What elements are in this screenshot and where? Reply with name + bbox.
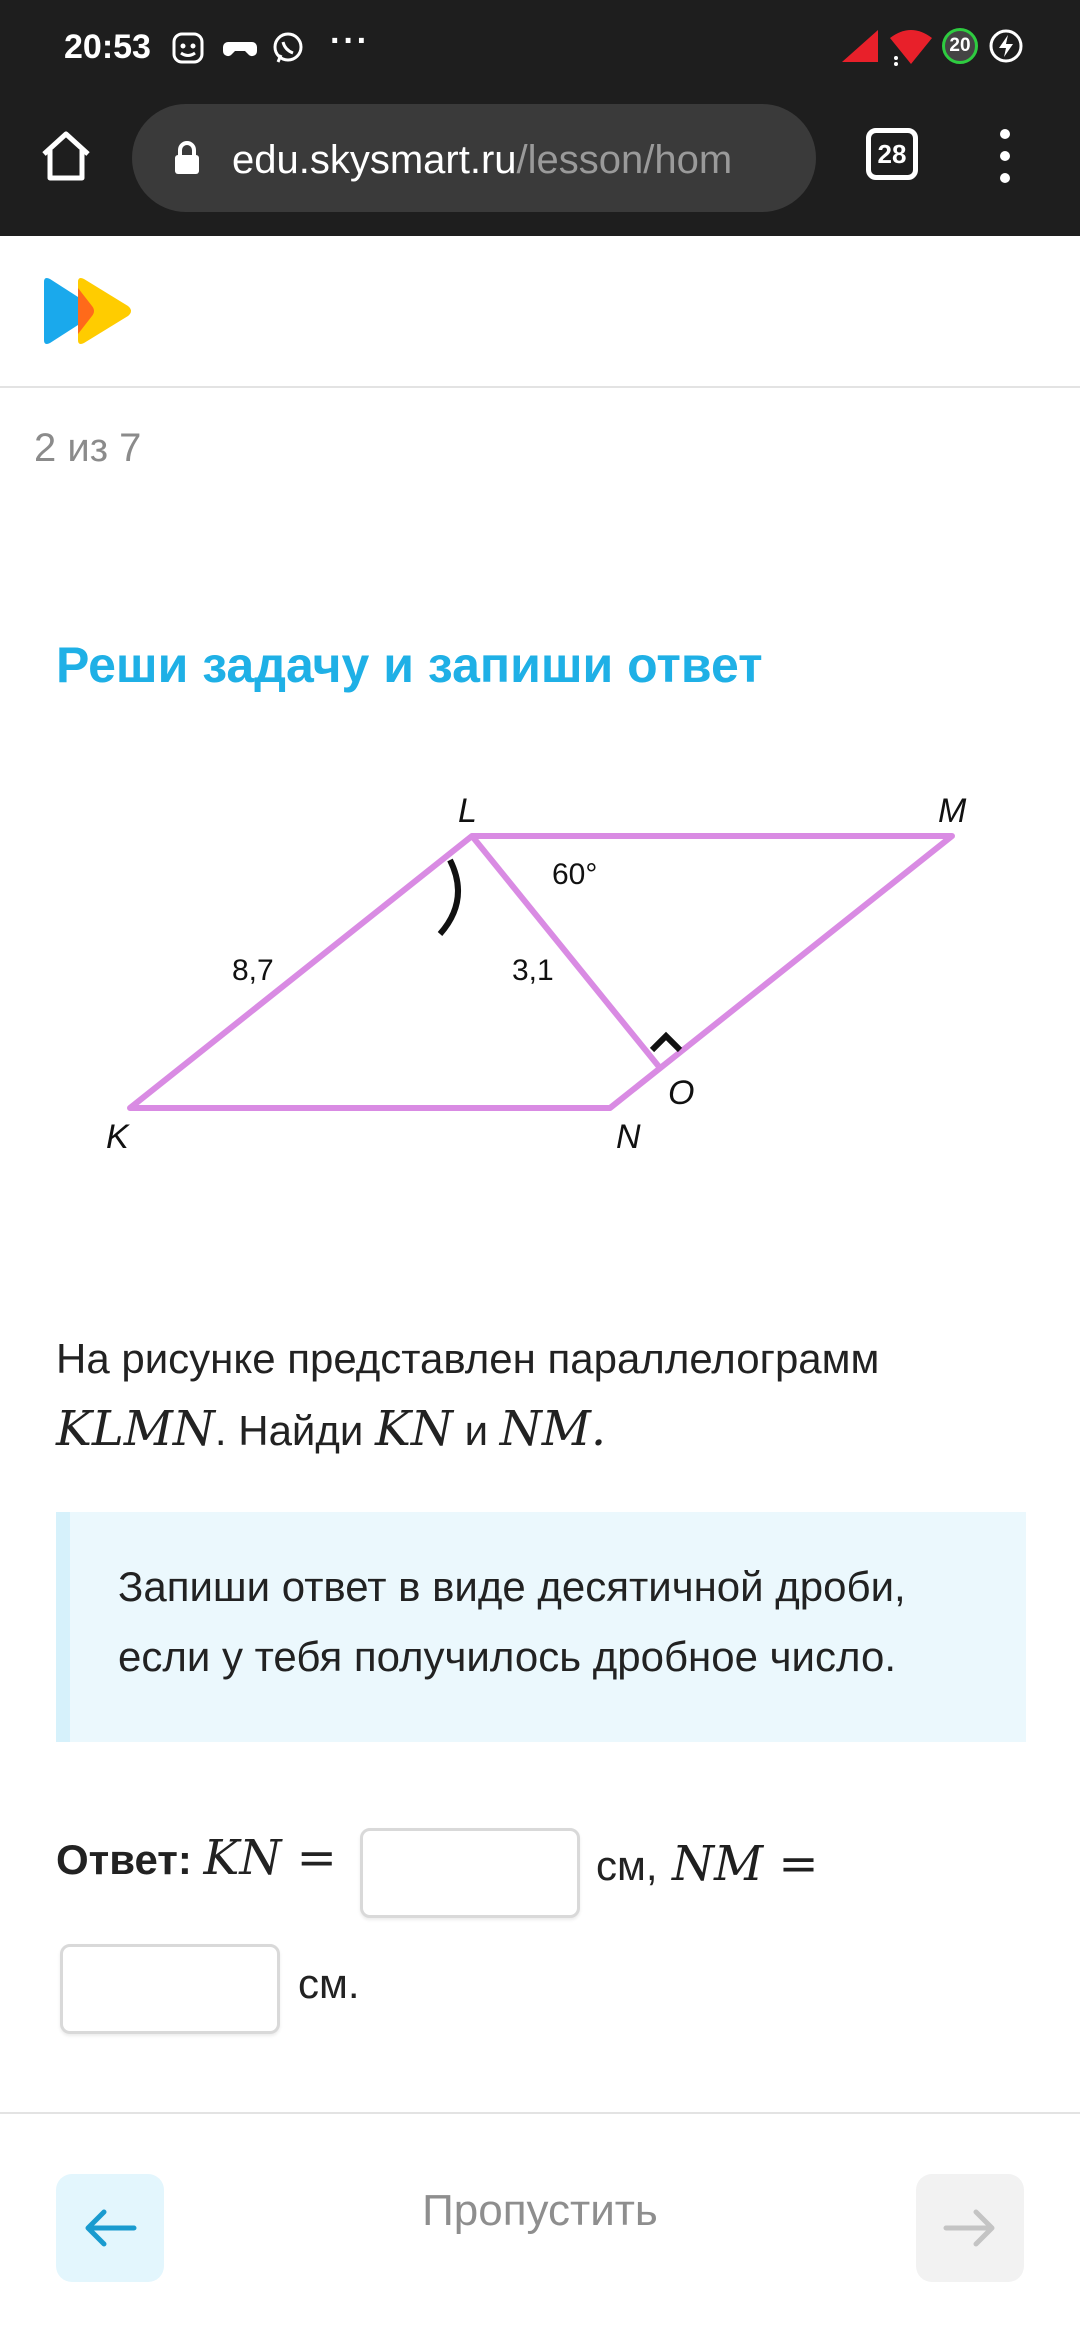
question-find: Найди — [238, 1407, 364, 1454]
vertex-label-l: L — [458, 792, 477, 830]
next-button[interactable] — [916, 2174, 1024, 2282]
question-intro: На рисунке представлен параллелограмм — [56, 1335, 880, 1382]
more-notifications-icon: ··· — [330, 22, 370, 60]
lock-icon — [172, 140, 202, 176]
bottom-navigation — [0, 2112, 1080, 2340]
home-icon[interactable] — [36, 126, 96, 186]
vertex-label-n: N — [616, 1118, 641, 1156]
battery-icon: 20 — [942, 28, 978, 64]
hint-text: Запиши ответ в виде десятичной дроби, если у тебя получилось дробное число. — [118, 1563, 906, 1680]
angle-label: 60° — [552, 858, 598, 891]
skysmart-logo[interactable] — [40, 276, 136, 346]
answer-nm-expr: NM = — [672, 1836, 819, 1892]
answer-row — [56, 1830, 337, 1886]
notification-app-icon — [170, 30, 206, 66]
address-bar[interactable] — [132, 104, 816, 212]
question-text: На рисунке представлен параллелограмм KLMN. Найди KN и NM. — [56, 1335, 880, 1457]
arrow-right-icon — [916, 2174, 1024, 2282]
vertex-label-o: O — [668, 1074, 695, 1112]
status-time: 20:53 — [64, 28, 151, 66]
side-kl-label: 8,7 — [232, 954, 274, 987]
whatsapp-icon — [270, 30, 306, 66]
url-path: /lesson/hom — [516, 138, 733, 182]
parallelogram-figure — [80, 770, 1020, 1190]
skip-button[interactable]: Пропустить — [422, 2186, 658, 2235]
math-kn: KN — [375, 1401, 453, 1457]
math-nm: NM — [499, 1401, 591, 1457]
back-button[interactable] — [56, 2174, 164, 2282]
unit-cm-2: см. — [298, 1960, 360, 2007]
url-host: edu.skysmart.ru — [232, 138, 517, 182]
game-controller-icon — [222, 30, 258, 66]
math-klmn: KLMN — [56, 1401, 215, 1457]
site-header — [0, 236, 1080, 388]
task-counter: 2 из 7 — [34, 426, 142, 470]
vertex-label-k: K — [106, 1118, 129, 1156]
question-and: и — [464, 1407, 489, 1454]
signal-icon — [840, 28, 880, 64]
task-title: Реши задачу и запиши ответ — [56, 637, 763, 693]
nm-answer-input[interactable] — [60, 1944, 280, 2034]
vertex-label-m: M — [938, 792, 967, 830]
tab-switcher-button[interactable]: 28 — [866, 128, 918, 180]
arrow-left-icon — [56, 2174, 164, 2282]
answer-kn-expr: KN = — [203, 1830, 337, 1886]
unit-cm-1: см, — [596, 1842, 658, 1889]
address-bar-row — [0, 100, 1080, 220]
angle-arc — [440, 860, 458, 934]
status-bar — [0, 0, 1080, 96]
wifi-icon — [888, 28, 934, 68]
side-lo-label: 3,1 — [512, 954, 554, 987]
kn-answer-input[interactable] — [360, 1828, 580, 1918]
charging-icon — [988, 28, 1024, 64]
right-angle-mark — [652, 1036, 680, 1050]
answer-label: Ответ: — [56, 1836, 192, 1883]
browser-chrome — [0, 0, 1080, 236]
hint-box — [56, 1512, 1026, 1742]
url-text[interactable] — [232, 138, 792, 183]
menu-dots-icon[interactable] — [990, 126, 1020, 186]
